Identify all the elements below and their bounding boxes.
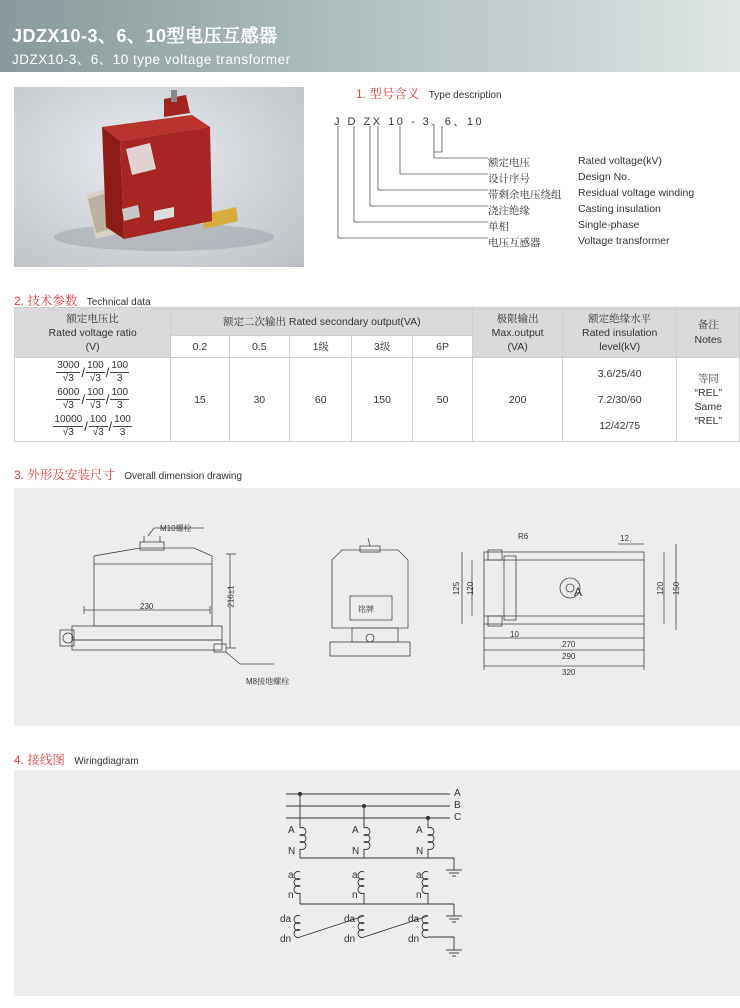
terminal-label: da (280, 914, 292, 925)
terminal-label: dn (408, 934, 420, 945)
ratio-primary: 3000 (57, 360, 80, 371)
section-title-en: Overall dimension drawing (124, 471, 243, 482)
technical-data-table (14, 307, 740, 442)
product-photo (14, 87, 304, 267)
note-line: “REL” (694, 414, 722, 427)
section-title-cn: 接线图 (27, 753, 65, 767)
desc-row (488, 155, 663, 170)
desc-row (488, 171, 630, 186)
dim-10: 10 (510, 630, 519, 639)
transformer-image (14, 87, 304, 267)
label-m8: M8接地螺栓 (246, 677, 290, 686)
note-line: “REL” (694, 386, 722, 399)
section-title-cn: 外形及安装尺寸 (27, 468, 115, 482)
ratio-root: 3 (98, 427, 104, 438)
notes-cell (677, 358, 740, 442)
desc-cn: 单相 (488, 221, 509, 233)
output-cell: 50 (412, 358, 472, 442)
dim-150: 150 (672, 581, 682, 596)
section-title-en: Wiringdiagram (74, 756, 139, 767)
terminal-label: n (416, 890, 422, 901)
dim-230: 230 (140, 602, 154, 611)
model-code: J D ZX 10 - 3、6、10 (334, 116, 485, 128)
terminal-label: a (288, 870, 294, 881)
header-max-output-en: Max.output (491, 326, 544, 339)
output-cell: 15 (171, 358, 229, 442)
note-line: 等同 (697, 372, 719, 385)
terminal-label: a (352, 870, 358, 881)
section-title-cn: 型号含义 (369, 87, 420, 101)
dim-216: 216±1 (226, 585, 236, 608)
ratio-primary: 10000 (54, 414, 83, 425)
desc-cn: 浇注绝缘 (488, 205, 530, 217)
bus-label-a: A (454, 788, 461, 799)
ratio-primary: 6000 (57, 387, 80, 398)
letter-a: A (574, 585, 583, 599)
terminal-label: N (288, 846, 296, 857)
section-type-description-title (356, 84, 502, 102)
desc-en: Rated voltage(kV) (578, 155, 663, 167)
section-title-en: Technical data (86, 297, 151, 308)
header-notes (677, 308, 740, 358)
model-code-brackets (330, 124, 490, 250)
insulation-value: 7.2/30/60 (597, 393, 642, 406)
header-max-output (473, 308, 563, 358)
bus-label-b: B (454, 800, 461, 811)
dimension-drawing (14, 488, 740, 726)
dim-290: 290 (562, 652, 576, 661)
output-cell: 60 (289, 358, 352, 442)
note-line: Same (694, 400, 722, 413)
max-output-cell: 200 (473, 358, 563, 442)
section-number: 4. (14, 753, 25, 767)
insulation-value: 12/42/75 (599, 419, 641, 432)
header-secondary-output: 额定二次输出 Rated secondary output(VA) (171, 308, 473, 336)
ratio-root: 3 (68, 427, 74, 438)
section-number: 2. (14, 294, 25, 308)
desc-en: Voltage transformer (578, 235, 670, 247)
class-cell: 3级 (352, 336, 412, 358)
dim-12: 12 (620, 534, 629, 543)
wiring-diagram (14, 770, 740, 996)
header-ratio-cn: 额定电压比 (66, 312, 119, 325)
section-wiring-title (14, 750, 139, 768)
desc-en: Residual voltage winding (578, 187, 695, 199)
terminal-label: A (416, 825, 423, 836)
dim-120-right: 120 (656, 581, 666, 596)
ratio-root: 3 (95, 400, 101, 411)
class-cell: 0.2 (171, 336, 229, 358)
desc-en: Casting insulation (578, 203, 661, 215)
terminal-label: dn (280, 934, 292, 945)
ratio-root: 3 (68, 373, 74, 384)
dim-320: 320 (562, 668, 576, 677)
terminal-label: a (416, 870, 422, 881)
desc-cn: 电压互感器 (488, 237, 541, 249)
section-title-cn: 技术参数 (27, 294, 78, 308)
table-header-row (15, 308, 740, 336)
ratio-secondary: 100 (89, 414, 107, 425)
section-title-en: Type description (428, 90, 502, 101)
ratio-line: $\frac{10000}{√3}$ / $\frac{100}{√3}$ / $\frac{100}{3}$ (54, 414, 131, 438)
bus-label-c: C (454, 812, 462, 823)
header-notes-en: Notes (694, 333, 722, 346)
section-number: 3. (14, 468, 25, 482)
page-title-cn: JDZX10-3、6、10型电压互感器 (12, 26, 278, 46)
desc-cn: 设计序号 (488, 173, 530, 185)
section-number: 1. (356, 87, 367, 101)
desc-row (488, 219, 640, 234)
ratio-root: 3 (95, 373, 101, 384)
ratio-secondary: 100 (87, 387, 104, 398)
label-m10: M10螺栓 (160, 524, 192, 533)
title-banner (0, 0, 740, 72)
ratio-root: 3 (68, 400, 74, 411)
ratio-den: 3 (119, 427, 126, 438)
terminal-label: da (344, 914, 356, 925)
output-cell: 150 (352, 358, 412, 442)
desc-cn: 额定电压 (488, 157, 530, 169)
desc-row (488, 203, 661, 218)
ratio-tertiary: 100 (111, 387, 129, 398)
header-insulation-unit: level(kV) (599, 340, 641, 353)
terminal-label: da (408, 914, 420, 925)
terminal-label: N (416, 846, 424, 857)
header-ratio (15, 308, 171, 358)
header-ratio-unit: (V) (85, 340, 100, 353)
insulation-cell (562, 358, 677, 442)
terminal-label: A (352, 825, 359, 836)
desc-row (488, 187, 695, 202)
label-nameplate: 铭牌 (358, 605, 374, 614)
desc-en: Single-phase (578, 219, 640, 231)
dim-120-left: 120 (466, 581, 476, 596)
terminal-label: A (288, 825, 295, 836)
ratio-line: $\frac{6000}{√3}$ / $\frac{100}{√3}$ / $\frac{100}{3}$ (57, 387, 129, 411)
dim-r6: R6 (518, 532, 529, 541)
header-max-output-cn: 极限输出 (496, 312, 539, 325)
class-cell: 1级 (289, 336, 352, 358)
ratio-tertiary: 100 (111, 360, 129, 371)
dim-270: 270 (562, 640, 576, 649)
ratio-line: $\frac{3000}{√3}$ / $\frac{100}{√3}$ / $\frac{100}{3}$ (57, 360, 129, 384)
output-cell: 30 (229, 358, 289, 442)
desc-en: Design No. (578, 171, 630, 183)
ratio-cell (15, 358, 171, 442)
terminal-label: N (352, 846, 360, 857)
wiring-diagram-panel (14, 770, 740, 996)
ratio-tertiary: 100 (114, 414, 131, 425)
dimension-drawing-panel (14, 488, 740, 726)
section-dimension-title (14, 465, 242, 483)
header-insulation-cn: 额定绝缘水平 (588, 312, 652, 325)
class-cell: 6P (412, 336, 472, 358)
header-max-output-unit: (VA) (507, 340, 528, 353)
desc-row (488, 235, 670, 250)
dim-125: 125 (452, 581, 462, 596)
header-notes-cn: 备注 (697, 318, 719, 331)
class-cell: 0.5 (229, 336, 289, 358)
terminal-label: n (352, 890, 358, 901)
header-insulation-en: Rated insulation (582, 326, 658, 339)
header-insulation (562, 308, 677, 358)
ratio-den: 3 (116, 373, 123, 384)
ratio-secondary: 100 (87, 360, 104, 371)
header-ratio-en: Rated voltage ratio (48, 326, 137, 339)
desc-cn: 带剩余电压绕组 (488, 189, 562, 201)
page-title-en: JDZX10-3、6、10 type voltage transformer (12, 52, 291, 67)
ratio-den: 3 (116, 400, 123, 411)
insulation-value: 3.6/25/40 (597, 367, 642, 380)
terminal-label: dn (344, 934, 356, 945)
table-data-row (15, 358, 740, 442)
terminal-label: n (288, 890, 294, 901)
